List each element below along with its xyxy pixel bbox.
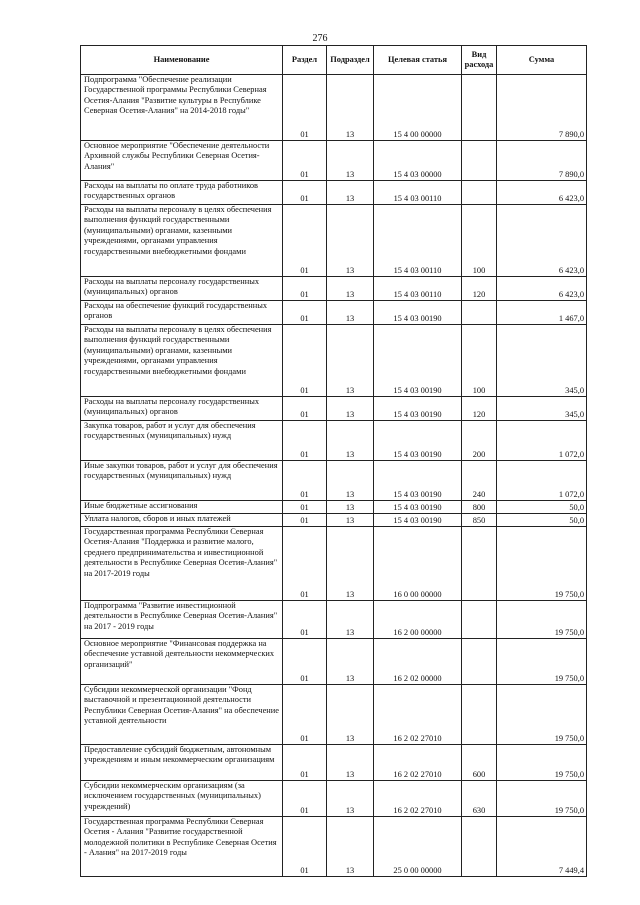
row-name: Подпрограмма "Развитие инвестиционной деятельности в Республике Северная Осетия-Алания" на 2017 - 2019 годы bbox=[81, 601, 283, 639]
row-podrazdel: 13 bbox=[327, 205, 374, 277]
row-vid bbox=[462, 817, 497, 877]
row-razdel: 01 bbox=[283, 325, 327, 397]
row-summa: 1 072,0 bbox=[497, 421, 587, 461]
row-razdel: 01 bbox=[283, 685, 327, 745]
row-summa: 7 890,0 bbox=[497, 141, 587, 181]
row-summa: 345,0 bbox=[497, 325, 587, 397]
row-podrazdel: 13 bbox=[327, 817, 374, 877]
row-vid bbox=[462, 639, 497, 685]
table-row bbox=[81, 639, 587, 685]
row-vid: 100 bbox=[462, 325, 497, 397]
row-statya: 15 4 03 00110 bbox=[374, 277, 462, 301]
budget-table bbox=[80, 45, 587, 877]
row-name: Субсидии некоммерческим организациям (за исключением государственных (муниципальных) учреждений) bbox=[81, 781, 283, 817]
row-summa: 19 750,0 bbox=[497, 781, 587, 817]
row-summa: 1 467,0 bbox=[497, 301, 587, 325]
row-name: Иные закупки товаров, работ и услуг для обеспечения государственных (муниципальных) нужд bbox=[81, 461, 283, 501]
table-row bbox=[81, 205, 587, 277]
row-statya: 16 2 02 00000 bbox=[374, 639, 462, 685]
table-row bbox=[81, 75, 587, 141]
row-name: Предоставление субсидий бюджетным, автономным учреждениям и иным некоммерческим организациям bbox=[81, 745, 283, 781]
row-vid bbox=[462, 75, 497, 141]
row-razdel: 01 bbox=[283, 639, 327, 685]
table-row bbox=[81, 181, 587, 205]
row-summa: 50,0 bbox=[497, 501, 587, 514]
row-podrazdel: 13 bbox=[327, 325, 374, 397]
row-name: Расходы на выплаты по оплате труда работников государственных органов bbox=[81, 181, 283, 205]
row-summa: 50,0 bbox=[497, 514, 587, 527]
table-body bbox=[81, 75, 587, 877]
row-vid: 630 bbox=[462, 781, 497, 817]
row-name: Государственная программа Республики Северная Осетия - Алания "Развитие государственной молодежной политики в Республике Северная Осетия - Алания" на 2017-2019 годы bbox=[81, 817, 283, 877]
row-summa: 19 750,0 bbox=[497, 745, 587, 781]
row-name: Основное мероприятие "Финансовая поддержка на обеспечение уставной деятельности некоммерческих организаций" bbox=[81, 639, 283, 685]
row-razdel: 01 bbox=[283, 601, 327, 639]
row-name: Подпрограмма "Обеспечение реализации Государственной программы Республики Северная Осетия-Алания "Развитие культуры в Республике Северная Осетия-Алания" на 2014-2018 годы" bbox=[81, 75, 283, 141]
table-row bbox=[81, 325, 587, 397]
row-statya: 15 4 03 00110 bbox=[374, 205, 462, 277]
row-razdel: 01 bbox=[283, 421, 327, 461]
header-razdel: Раздел bbox=[283, 46, 327, 75]
row-razdel: 01 bbox=[283, 141, 327, 181]
row-podrazdel: 13 bbox=[327, 601, 374, 639]
table-row bbox=[81, 501, 587, 514]
row-razdel: 01 bbox=[283, 501, 327, 514]
row-razdel: 01 bbox=[283, 817, 327, 877]
row-statya: 16 2 00 00000 bbox=[374, 601, 462, 639]
row-vid: 240 bbox=[462, 461, 497, 501]
row-razdel: 01 bbox=[283, 181, 327, 205]
row-statya: 15 4 03 00190 bbox=[374, 461, 462, 501]
row-summa: 345,0 bbox=[497, 397, 587, 421]
row-statya: 15 4 03 00190 bbox=[374, 301, 462, 325]
table-row bbox=[81, 397, 587, 421]
row-podrazdel: 13 bbox=[327, 75, 374, 141]
header-summa: Сумма bbox=[497, 46, 587, 75]
row-podrazdel: 13 bbox=[327, 397, 374, 421]
row-statya: 15 4 03 00190 bbox=[374, 325, 462, 397]
table-row bbox=[81, 421, 587, 461]
row-razdel: 01 bbox=[283, 514, 327, 527]
row-podrazdel: 13 bbox=[327, 527, 374, 601]
row-vid bbox=[462, 685, 497, 745]
row-vid bbox=[462, 527, 497, 601]
header-vid: Вид расхода bbox=[462, 46, 497, 75]
row-statya: 16 2 02 27010 bbox=[374, 745, 462, 781]
header-podrazdel: Подраздел bbox=[327, 46, 374, 75]
row-vid bbox=[462, 301, 497, 325]
table-row bbox=[81, 527, 587, 601]
header-name: Наименование bbox=[81, 46, 283, 75]
table-row bbox=[81, 301, 587, 325]
row-summa: 19 750,0 bbox=[497, 639, 587, 685]
row-name: Основное мероприятие "Обеспечение деятельности Архивной службы Республики Северная Осетия-Алания" bbox=[81, 141, 283, 181]
row-summa: 19 750,0 bbox=[497, 685, 587, 745]
row-podrazdel: 13 bbox=[327, 301, 374, 325]
row-summa: 6 423,0 bbox=[497, 205, 587, 277]
row-name: Расходы на выплаты персоналу в целях обеспечения выполнения функций государственными (муниципальными) органами, казенными учреждениями, органами управления государственными внебюджетными фондами bbox=[81, 205, 283, 277]
table-row bbox=[81, 685, 587, 745]
table-row bbox=[81, 461, 587, 501]
table-header-row bbox=[81, 46, 587, 75]
row-summa: 1 072,0 bbox=[497, 461, 587, 501]
row-podrazdel: 13 bbox=[327, 639, 374, 685]
row-razdel: 01 bbox=[283, 397, 327, 421]
row-vid: 120 bbox=[462, 397, 497, 421]
row-summa: 6 423,0 bbox=[497, 181, 587, 205]
row-vid: 600 bbox=[462, 745, 497, 781]
row-statya: 15 4 03 00190 bbox=[374, 501, 462, 514]
row-vid: 800 bbox=[462, 501, 497, 514]
row-name: Государственная программа Республики Северная Осетия-Алания "Поддержка и развитие малого, среднего предпринимательства и инвестиционной деятельности в Республике Северная Осетия-Алания" на 2017-2019 годы bbox=[81, 527, 283, 601]
row-name: Уплата налогов, сборов и иных платежей bbox=[81, 514, 283, 527]
row-name: Субсидии некоммерческой организации "Фонд выставочной и презентационной деятельности Республики Северная Осетия-Алания" на обеспечение уставной деятельности bbox=[81, 685, 283, 745]
row-razdel: 01 bbox=[283, 745, 327, 781]
table-row bbox=[81, 141, 587, 181]
table-row bbox=[81, 745, 587, 781]
table-row bbox=[81, 277, 587, 301]
row-vid bbox=[462, 141, 497, 181]
row-podrazdel: 13 bbox=[327, 685, 374, 745]
table-row bbox=[81, 817, 587, 877]
row-statya: 15 4 03 00000 bbox=[374, 141, 462, 181]
row-vid: 100 bbox=[462, 205, 497, 277]
row-name: Расходы на выплаты персоналу в целях обеспечения выполнения функций государственными (муниципальными) органами, казенными учреждениями, органами управления государственными внебюджетными фондами bbox=[81, 325, 283, 397]
row-podrazdel: 13 bbox=[327, 745, 374, 781]
row-summa: 7 890,0 bbox=[497, 75, 587, 141]
header-statya: Целевая статья bbox=[374, 46, 462, 75]
row-summa: 7 449,4 bbox=[497, 817, 587, 877]
row-podrazdel: 13 bbox=[327, 501, 374, 514]
row-statya: 15 4 00 00000 bbox=[374, 75, 462, 141]
row-statya: 16 2 02 27010 bbox=[374, 781, 462, 817]
row-summa: 6 423,0 bbox=[497, 277, 587, 301]
row-statya: 15 4 03 00190 bbox=[374, 421, 462, 461]
row-name: Расходы на обеспечение функций государственных органов bbox=[81, 301, 283, 325]
row-summa: 19 750,0 bbox=[497, 601, 587, 639]
row-summa: 19 750,0 bbox=[497, 527, 587, 601]
row-podrazdel: 13 bbox=[327, 277, 374, 301]
row-name: Иные бюджетные ассигнования bbox=[81, 501, 283, 514]
row-vid bbox=[462, 601, 497, 639]
row-podrazdel: 13 bbox=[327, 461, 374, 501]
row-podrazdel: 13 bbox=[327, 514, 374, 527]
row-razdel: 01 bbox=[283, 205, 327, 277]
row-podrazdel: 13 bbox=[327, 181, 374, 205]
row-statya: 15 4 03 00190 bbox=[374, 514, 462, 527]
row-vid: 850 bbox=[462, 514, 497, 527]
table-row bbox=[81, 514, 587, 527]
row-podrazdel: 13 bbox=[327, 421, 374, 461]
row-vid: 120 bbox=[462, 277, 497, 301]
row-statya: 15 4 03 00110 bbox=[374, 181, 462, 205]
table-row bbox=[81, 601, 587, 639]
row-statya: 16 0 00 00000 bbox=[374, 527, 462, 601]
row-razdel: 01 bbox=[283, 75, 327, 141]
row-name: Расходы на выплаты персоналу государственных (муниципальных) органов bbox=[81, 397, 283, 421]
row-statya: 25 0 00 00000 bbox=[374, 817, 462, 877]
row-vid: 200 bbox=[462, 421, 497, 461]
row-razdel: 01 bbox=[283, 277, 327, 301]
row-name: Закупка товаров, работ и услуг для обеспечения государственных (муниципальных) нужд bbox=[81, 421, 283, 461]
row-name: Расходы на выплаты персоналу государственных (муниципальных) органов bbox=[81, 277, 283, 301]
row-podrazdel: 13 bbox=[327, 781, 374, 817]
row-razdel: 01 bbox=[283, 461, 327, 501]
page-number: 276 bbox=[312, 33, 328, 44]
row-statya: 15 4 03 00190 bbox=[374, 397, 462, 421]
row-podrazdel: 13 bbox=[327, 141, 374, 181]
row-razdel: 01 bbox=[283, 301, 327, 325]
table-row bbox=[81, 781, 587, 817]
row-vid bbox=[462, 181, 497, 205]
row-statya: 16 2 02 27010 bbox=[374, 685, 462, 745]
row-razdel: 01 bbox=[283, 527, 327, 601]
row-razdel: 01 bbox=[283, 781, 327, 817]
